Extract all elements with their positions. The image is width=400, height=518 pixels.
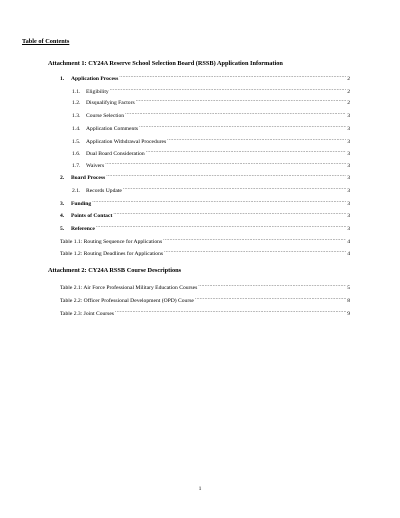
toc-entry[interactable] (60, 296, 350, 305)
toc-entry-page: 5 (347, 285, 350, 291)
toc-entry-number: 1.5. (72, 139, 81, 145)
dot-leader (115, 309, 346, 315)
toc-entry-number: 5. (60, 226, 65, 232)
toc-entry[interactable] (60, 74, 350, 83)
toc-entry-label: Reference (71, 226, 95, 232)
dot-leader (136, 98, 347, 104)
toc-entry-page: 4 (347, 239, 350, 245)
toc-entry-label: Application Withdrawal Procedures (86, 139, 167, 145)
toc-entry-page: 2 (347, 100, 350, 106)
toc-entry-page: 9 (347, 311, 350, 317)
dot-leader (96, 224, 346, 230)
dot-leader (167, 137, 346, 143)
toc-entry-label: Waivers (86, 163, 105, 169)
toc-entry-label: Application Process (71, 76, 119, 82)
toc-entry[interactable] (60, 237, 350, 246)
dot-leader (163, 237, 346, 243)
toc-entry[interactable] (72, 87, 350, 96)
toc-entry-number: 1.4. (72, 126, 81, 132)
toc-entry-number: 4. (60, 213, 65, 219)
dot-leader (164, 249, 346, 255)
toc-title: Table of Contents (22, 38, 70, 45)
dot-leader (110, 87, 347, 93)
toc-entry-label: Board Process (71, 175, 106, 181)
toc-entry-label: Funding (71, 201, 92, 207)
dot-leader (195, 296, 346, 302)
toc-entry-page: 3 (347, 163, 350, 169)
toc-entry-page: 3 (347, 175, 350, 181)
dot-leader (113, 211, 346, 217)
toc-entry-label: Dual Board Consideration (86, 151, 145, 157)
dot-leader (146, 149, 346, 155)
toc-entry-label: Table 2.1: Air Force Professional Military Education Courses (60, 285, 198, 291)
toc-entry-label: Points of Contact (71, 213, 113, 219)
toc-entry-page: 3 (347, 226, 350, 232)
attachment2-heading: Attachment 2: CY24A RSSB Course Descriptions (48, 267, 182, 274)
toc-entry[interactable] (60, 199, 350, 208)
toc-entry[interactable] (60, 224, 350, 233)
toc-entry-page: 3 (347, 188, 350, 194)
toc-entry-label: Table 2.3: Joint Courses (60, 311, 114, 317)
toc-entry[interactable] (60, 249, 350, 258)
toc-entry[interactable] (72, 161, 350, 170)
toc-entry-number: 1.7. (72, 163, 81, 169)
toc-entry-label: Course Selection (86, 113, 125, 119)
toc-entry-label: Table 1.1: Routing Sequence for Applications (60, 239, 163, 245)
toc-entry-page: 3 (347, 213, 350, 219)
toc-entry-page: 4 (347, 251, 350, 257)
toc-entry-label: Table 2.2: Officer Professional Development (OPD) Course (60, 298, 194, 304)
dot-leader (123, 186, 346, 192)
toc-entry[interactable] (72, 111, 350, 120)
toc-entry-label: Application Comments (86, 126, 139, 132)
attachment1-heading: Attachment 1: CY24A Reserve School Selection Board (RSSB) Application Information (48, 60, 283, 67)
dot-leader (92, 199, 346, 205)
toc-entry-number: 1.2. (72, 100, 81, 106)
dot-leader (119, 74, 346, 80)
toc-entry[interactable] (60, 211, 350, 220)
toc-entry[interactable] (72, 98, 350, 107)
toc-entry-number: 1. (60, 76, 65, 82)
toc-entry-page: 3 (347, 113, 350, 119)
toc-entry[interactable] (60, 283, 350, 292)
toc-entry-number: 1.1. (72, 89, 81, 95)
toc-entry-label: Records Update (86, 188, 122, 194)
toc-entry-number: 1.3. (72, 113, 81, 119)
toc-entry-label: Eligibility (86, 89, 109, 95)
toc-entry-page: 3 (347, 139, 350, 145)
toc-entry[interactable] (60, 173, 350, 182)
toc-entry[interactable] (72, 149, 350, 158)
page-number: 1 (198, 486, 202, 492)
dot-leader (139, 124, 346, 130)
toc-entry[interactable] (72, 186, 350, 195)
dot-leader (198, 283, 346, 289)
toc-entry-page: 3 (347, 126, 350, 132)
toc-entry-label: Table 1.2: Routing Deadlines for Applications (60, 251, 164, 257)
toc-entry[interactable] (60, 309, 350, 318)
toc-entry-number: 2. (60, 175, 65, 181)
toc-entry[interactable] (72, 124, 350, 133)
toc-entry-page: 3 (347, 201, 350, 207)
toc-entry-page: 2 (347, 76, 350, 82)
dot-leader (105, 161, 346, 167)
toc-entry-number: 2.1. (72, 188, 81, 194)
toc-entry-page: 2 (347, 89, 350, 95)
toc-entry-number: 1.6. (72, 151, 81, 157)
toc-entry[interactable] (72, 137, 350, 146)
toc-entry-page: 8 (347, 298, 350, 304)
toc-entry-number: 3. (60, 201, 65, 207)
dot-leader (106, 173, 346, 179)
toc-entry-page: 3 (347, 151, 350, 157)
toc-entry-label: Disqualifying Factors (86, 100, 135, 106)
dot-leader (125, 111, 346, 117)
